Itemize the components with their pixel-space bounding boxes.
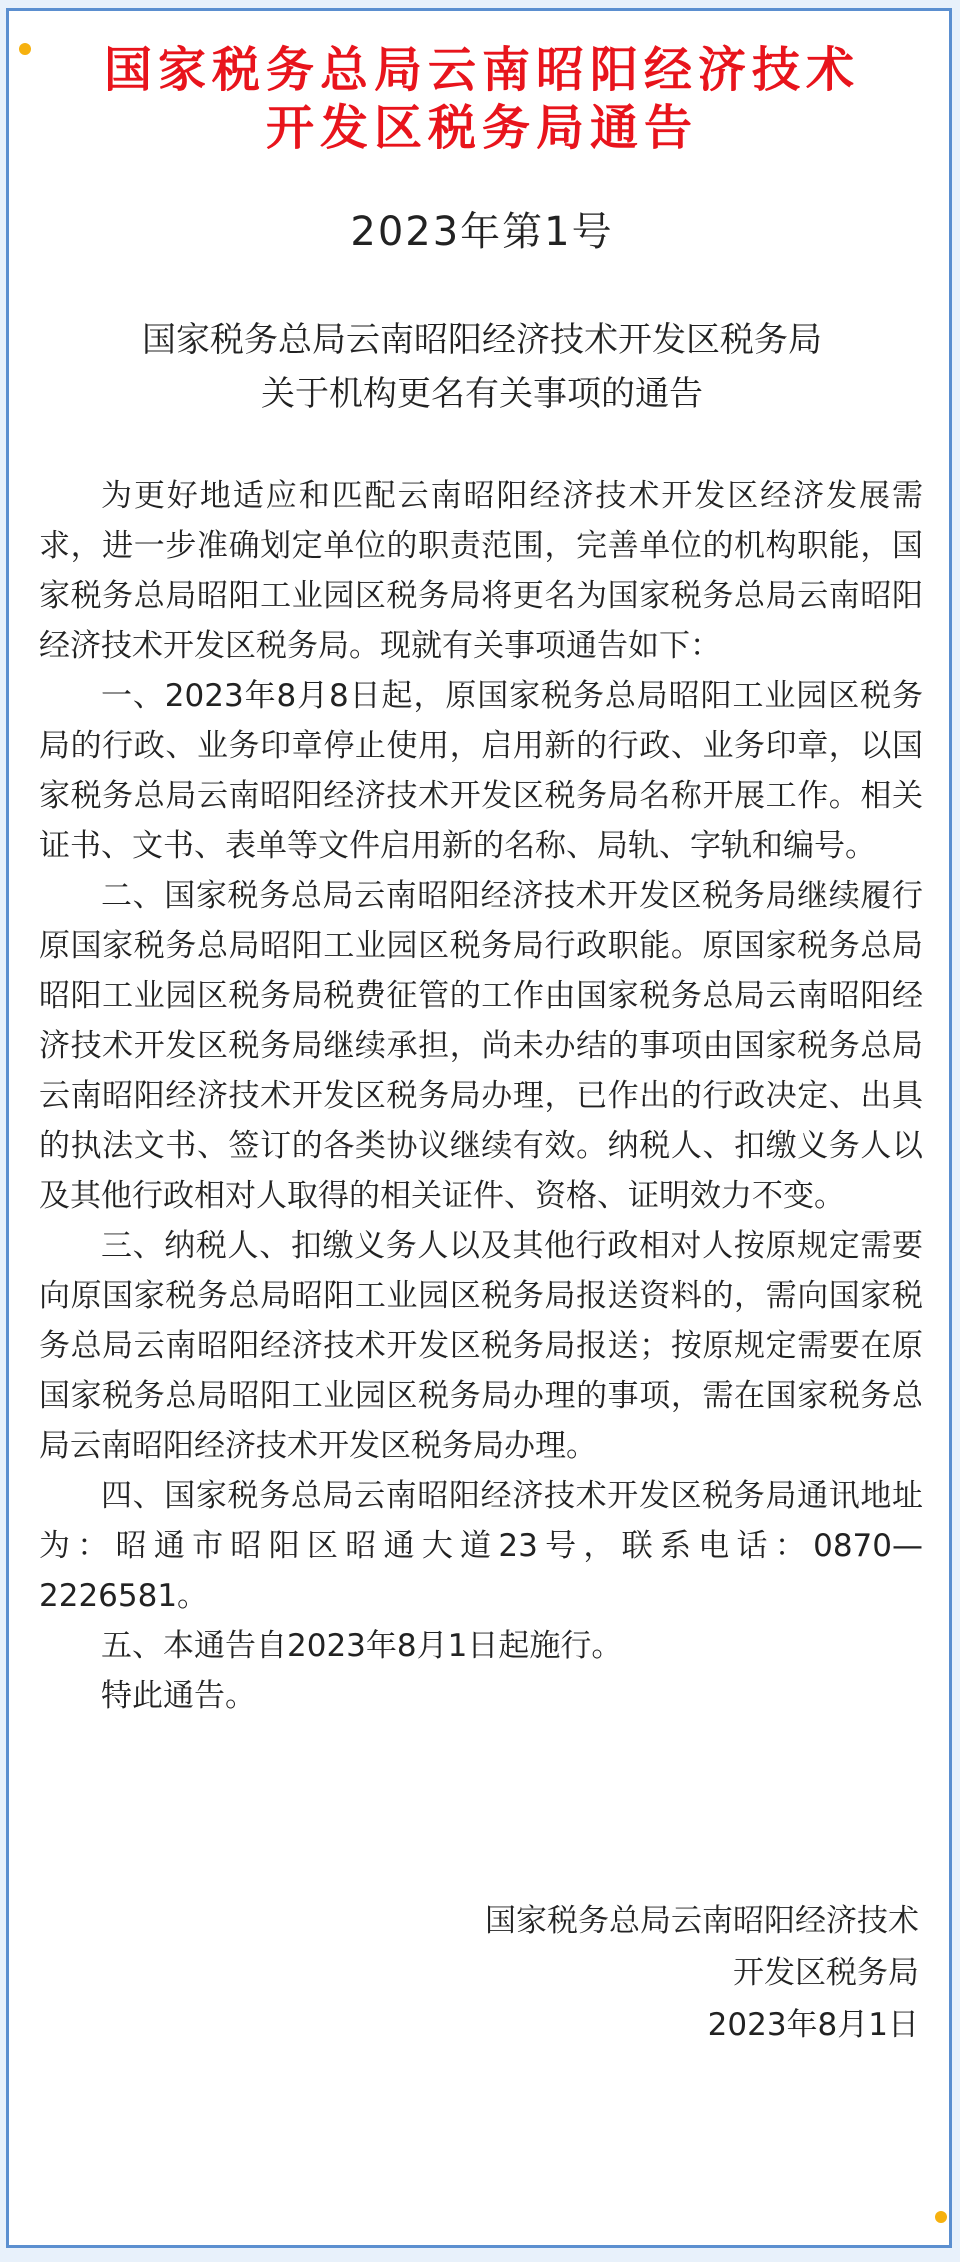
body-paragraph-item-1: 一、2023年8月8日起，原国家税务总局昭阳工业园区税务局的行政、业务印章停止使用，启用新的行政、业务印章，以国家税务总局云南昭阳经济技术开发区税务局名称开展工作。相关证书、文书、表单等文件启用新的名称、局轨、字轨和编号。 bbox=[39, 678, 923, 864]
notice-subtitle-line-2: 关于机构更名有关事项的通告 bbox=[261, 374, 703, 414]
notice-title-line-2: 开发区税务局通告 bbox=[265, 100, 698, 156]
signature-block bbox=[485, 1895, 919, 2051]
body-paragraph-closing: 特此通告。 bbox=[101, 1678, 256, 1714]
body-paragraph-item-2: 二、国家税务总局云南昭阳经济技术开发区税务局继续履行原国家税务总局昭阳工业园区税务局行政职能。原国家税务总局昭阳工业园区税务局税费征管的工作由国家税务总局云南昭阳经济技术开发区税务局继续承担，尚未办结的事项由国家税务总局云南昭阳经济技术开发区税务局办理，已作出的行政决定、出具的执法文书、签订的各类协议继续有效。纳税人、扣缴义务人以及其他行政相对人取得的相关证件、资格、证明效力不变。 bbox=[39, 878, 923, 1214]
notice-body bbox=[39, 471, 923, 1721]
document-number: 2023年第1号 bbox=[350, 209, 614, 255]
body-paragraph-item-4: 四、国家税务总局云南昭阳经济技术开发区税务局通讯地址为：昭通市昭阳区昭通大道23号，联系电话：0870—2226581。 bbox=[39, 1478, 923, 1614]
notice-title-line-1: 国家税务总局云南昭阳经济技术 bbox=[103, 42, 860, 98]
notice-frame bbox=[6, 8, 952, 2248]
notice-subtitle bbox=[9, 313, 955, 421]
signature-date: 2023年8月1日 bbox=[707, 2007, 919, 2043]
body-paragraph-item-5: 五、本通告自2023年8月1日起施行。 bbox=[101, 1628, 623, 1664]
corner-dot-bottom-right bbox=[935, 2211, 947, 2223]
signature-org-line-2: 开发区税务局 bbox=[733, 1955, 919, 1991]
body-paragraph-item-3: 三、纳税人、扣缴义务人以及其他行政相对人按原规定需要向原国家税务总局昭阳工业园区税务局报送资料的，需向国家税务总局云南昭阳经济技术开发区税务局报送；按原规定需要在原国家税务总局昭阳工业园区税务局办理的事项，需在国家税务总局云南昭阳经济技术开发区税务局办理。 bbox=[39, 1228, 923, 1464]
signature-org-line-1: 国家税务总局云南昭阳经济技术 bbox=[485, 1903, 919, 1939]
body-paragraph-intro: 为更好地适应和匹配云南昭阳经济技术开发区经济发展需求，进一步准确划定单位的职责范围，完善单位的机构职能，国家税务总局昭阳工业园区税务局将更名为国家税务总局云南昭阳经济技术开发区税务局。现就有关事项通告如下： bbox=[39, 478, 923, 664]
notice-subtitle-line-1: 国家税务总局云南昭阳经济技术开发区税务局 bbox=[142, 320, 822, 360]
notice-title bbox=[9, 41, 955, 157]
